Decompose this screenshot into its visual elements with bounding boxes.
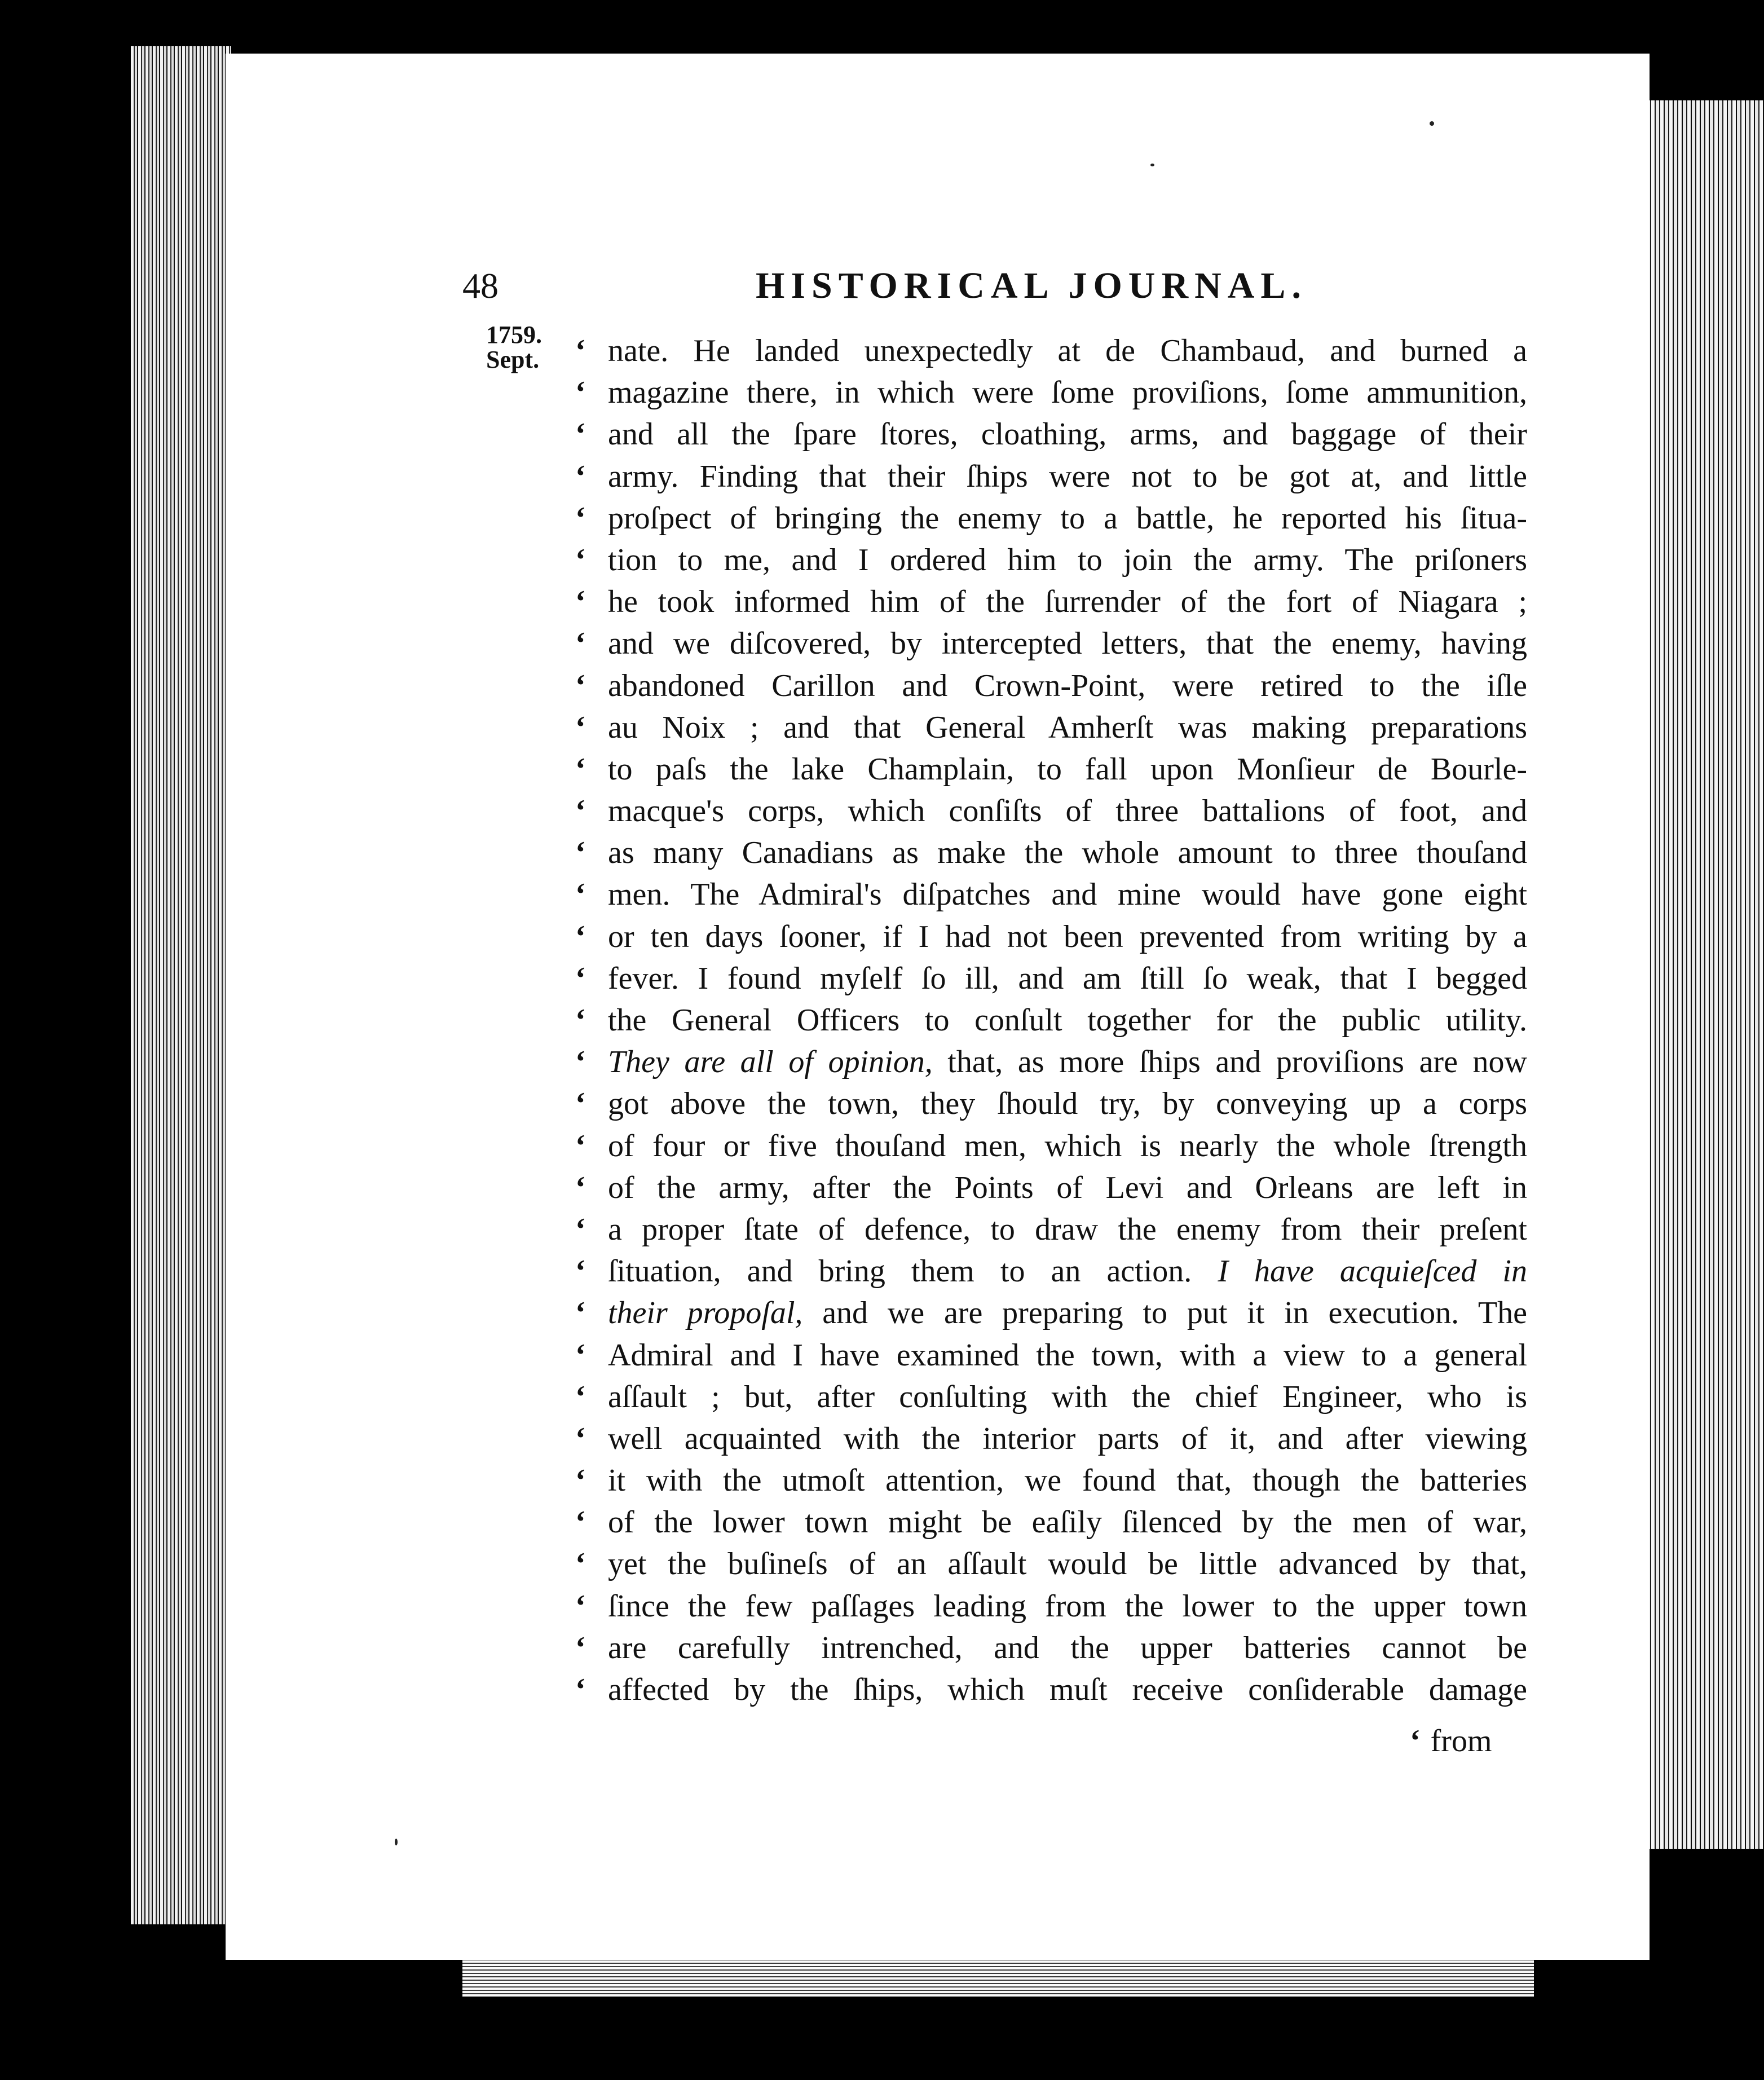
text-line <box>575 539 1534 581</box>
running-head <box>462 261 1681 311</box>
line-text <box>608 330 1527 372</box>
text-line <box>575 372 1534 413</box>
quote-mark: ‘ <box>575 794 586 829</box>
line-text <box>608 790 1527 832</box>
line-text <box>608 456 1527 497</box>
text-line <box>575 1125 1534 1167</box>
line-roman-text: of the army, after the Points of Levi and Orleans are left in <box>608 1170 1527 1205</box>
line-roman-text: Admiral and I have examined the town, with a view to a general <box>608 1337 1527 1373</box>
line-text <box>608 1418 1527 1460</box>
line-roman-text: ſituation, and bring them to an action. <box>608 1254 1218 1289</box>
line-text <box>608 372 1527 413</box>
page-number: 48 <box>462 266 499 306</box>
line-text <box>608 581 1527 623</box>
line-text <box>608 1460 1527 1501</box>
line-roman-text: that, as more ſhips and proviſions are now <box>932 1045 1527 1080</box>
quote-mark: ‘ <box>1410 1724 1421 1759</box>
line-roman-text: he took informed him of the ſurrender of the fort of Niagara ; <box>608 584 1527 620</box>
text-line <box>575 916 1534 958</box>
line-italic-text: I have acquieſced in <box>1218 1254 1527 1289</box>
quote-mark: ‘ <box>575 1379 586 1414</box>
quote-mark: ‘ <box>575 1337 586 1373</box>
line-text <box>608 1167 1527 1209</box>
line-text <box>608 874 1527 915</box>
line-italic-text: They are all of opinion, <box>608 1045 933 1080</box>
text-line <box>575 1167 1534 1209</box>
line-text <box>608 1041 1527 1083</box>
left-page-edges <box>131 46 231 1924</box>
ink-speck <box>1430 121 1434 126</box>
line-roman-text: tion to me, and I ordered him to join the army. The priſoners <box>608 542 1527 578</box>
text-line <box>575 790 1534 832</box>
quote-mark: ‘ <box>575 500 586 536</box>
line-roman-text: as many Canadians as make the whole amount to three thouſand <box>608 835 1527 871</box>
line-italic-text: their propoſal, <box>608 1295 803 1331</box>
text-line <box>575 1041 1534 1083</box>
bottom-page-edge <box>462 1957 1534 1997</box>
text-line <box>575 1334 1534 1376</box>
text-line <box>575 874 1534 915</box>
text-line <box>575 665 1534 707</box>
line-text <box>608 916 1527 958</box>
quote-mark: ‘ <box>575 1128 586 1164</box>
text-line <box>575 958 1534 999</box>
line-text <box>608 707 1527 748</box>
text-line <box>575 623 1534 664</box>
line-text <box>608 413 1527 455</box>
margin-date-note <box>486 323 565 372</box>
line-roman-text: the General Officers to conſult together for the public utility. <box>608 1003 1527 1038</box>
quote-mark: ‘ <box>575 1463 586 1499</box>
text-line <box>575 1627 1534 1669</box>
quote-mark: ‘ <box>575 1045 586 1080</box>
text-line <box>575 832 1534 874</box>
text-line <box>575 1376 1534 1418</box>
line-text <box>608 832 1527 874</box>
quote-mark: ‘ <box>575 877 586 913</box>
line-roman-text: affected by the ſhips, which muſt receive conſiderable damage <box>608 1672 1527 1707</box>
text-line <box>575 1501 1534 1543</box>
line-roman-text: of the lower town might be eaſily ſilenced by the men of war, <box>608 1505 1527 1540</box>
line-text <box>608 1627 1527 1669</box>
line-text <box>608 1250 1527 1292</box>
quote-mark: ‘ <box>575 1254 586 1289</box>
line-roman-text: abandoned Carillon and Crown-Point, were retired to the iſle <box>608 668 1527 703</box>
margin-month: Sept. <box>486 346 540 373</box>
text-line <box>575 456 1534 497</box>
quote-mark: ‘ <box>575 1421 586 1456</box>
line-roman-text: army. Finding that their ſhips were not to be got at, and little <box>608 459 1527 494</box>
line-roman-text: au Noix ; and that General Amherſt was making preparations <box>608 710 1527 745</box>
text-line <box>575 707 1534 748</box>
quote-mark: ‘ <box>575 1588 586 1624</box>
line-text <box>608 665 1527 707</box>
quote-mark: ‘ <box>575 417 586 452</box>
text-line <box>575 1460 1534 1501</box>
quote-mark: ‘ <box>575 1295 586 1331</box>
line-roman-text: fever. I found myſelf ſo ill, and am ſtill ſo weak, that I begged <box>608 960 1527 996</box>
text-line <box>575 1543 1534 1585</box>
quote-mark: ‘ <box>575 1170 586 1205</box>
quote-mark: ‘ <box>575 375 586 411</box>
text-line <box>575 581 1534 623</box>
line-text <box>608 497 1527 539</box>
line-text <box>608 999 1527 1041</box>
margin-year: 1759. <box>486 321 542 349</box>
quote-mark: ‘ <box>575 710 586 745</box>
line-roman-text: to paſs the lake Champlain, to fall upon Monſieur de Bourle- <box>608 751 1527 787</box>
catchword-text: from <box>1430 1724 1492 1759</box>
quote-mark: ‘ <box>575 751 586 787</box>
line-roman-text: and all the ſpare ſtores, cloathing, arms, and baggage of their <box>608 417 1527 452</box>
ink-speck <box>395 1839 398 1845</box>
line-text <box>608 1669 1527 1711</box>
quote-mark: ‘ <box>575 835 586 871</box>
line-text <box>608 1292 1527 1334</box>
line-roman-text: men. The Admiral's diſpatches and mine would have gone eight <box>608 877 1527 913</box>
line-roman-text: and we diſcovered, by intercepted letters, that the enemy, having <box>608 626 1527 662</box>
line-text <box>608 748 1527 790</box>
text-line <box>575 497 1534 539</box>
text-line <box>575 330 1534 372</box>
catchword <box>1410 1720 1492 1762</box>
line-roman-text: magazine there, in which were ſome proviſions, ſome ammunition, <box>608 375 1527 411</box>
quote-mark: ‘ <box>575 459 586 494</box>
running-title: HISTORICAL JOURNAL. <box>756 265 1307 306</box>
quote-mark: ‘ <box>575 1630 586 1665</box>
line-text <box>608 1209 1527 1250</box>
quote-mark: ‘ <box>575 1003 586 1038</box>
line-roman-text: and we are preparing to put it in execution. The <box>802 1295 1527 1331</box>
quote-mark: ‘ <box>575 1672 586 1707</box>
line-text <box>608 1334 1527 1376</box>
body-text <box>575 330 1534 1711</box>
quote-mark: ‘ <box>575 919 586 954</box>
line-roman-text: got above the town, they ſhould try, by conveying up a corps <box>608 1086 1527 1122</box>
line-roman-text: a proper ſtate of defence, to draw the enemy from their preſent <box>608 1211 1527 1247</box>
line-roman-text: well acquainted with the interior parts of it, and after viewing <box>608 1421 1527 1456</box>
line-text <box>608 539 1527 581</box>
text-line <box>575 1292 1534 1334</box>
line-roman-text: it with the utmoſt attention, we found that, though the batteries <box>608 1463 1527 1499</box>
text-line <box>575 413 1534 455</box>
quote-mark: ‘ <box>575 960 586 996</box>
quote-mark: ‘ <box>575 668 586 703</box>
text-line <box>575 1083 1534 1125</box>
right-page-edges <box>1647 100 1764 1849</box>
line-text <box>608 623 1527 664</box>
quote-mark: ‘ <box>575 1211 586 1247</box>
line-text <box>608 1543 1527 1585</box>
quote-mark: ‘ <box>575 626 586 662</box>
quote-mark: ‘ <box>575 542 586 578</box>
line-roman-text: ſince the few paſſages leading from the lower to the upper town <box>608 1588 1527 1624</box>
text-line <box>575 1209 1534 1250</box>
line-text <box>608 1376 1527 1418</box>
text-line <box>575 1250 1534 1292</box>
text-line <box>575 1418 1534 1460</box>
line-roman-text: aſſault ; but, after conſulting with the chief Engineer, who is <box>608 1379 1527 1414</box>
quote-mark: ‘ <box>575 1546 586 1582</box>
ink-speck <box>1150 164 1154 166</box>
line-text <box>608 1125 1527 1167</box>
line-text <box>608 958 1527 999</box>
line-roman-text: or ten days ſooner, if I had not been prevented from writing by a <box>608 919 1527 954</box>
text-line <box>575 1585 1534 1627</box>
line-roman-text: of four or five thouſand men, which is nearly the whole ſtrength <box>608 1128 1527 1164</box>
quote-mark: ‘ <box>575 333 586 368</box>
line-roman-text: yet the buſineſs of an aſſault would be little advanced by that, <box>608 1546 1527 1582</box>
line-roman-text: nate. He landed unexpectedly at de Chambaud, and burned a <box>608 333 1527 368</box>
quote-mark: ‘ <box>575 1505 586 1540</box>
line-text <box>608 1585 1527 1627</box>
text-line <box>575 748 1534 790</box>
text-line <box>575 999 1534 1041</box>
text-line <box>575 1669 1534 1711</box>
quote-mark: ‘ <box>575 1086 586 1122</box>
line-roman-text: are carefully intrenched, and the upper batteries cannot be <box>608 1630 1527 1665</box>
quote-mark: ‘ <box>575 584 586 620</box>
line-text <box>608 1501 1527 1543</box>
line-roman-text: macque's corps, which conſiſts of three battalions of foot, and <box>608 794 1527 829</box>
line-text <box>608 1083 1527 1125</box>
line-roman-text: proſpect of bringing the enemy to a battle, he reported his ſitua- <box>608 500 1527 536</box>
